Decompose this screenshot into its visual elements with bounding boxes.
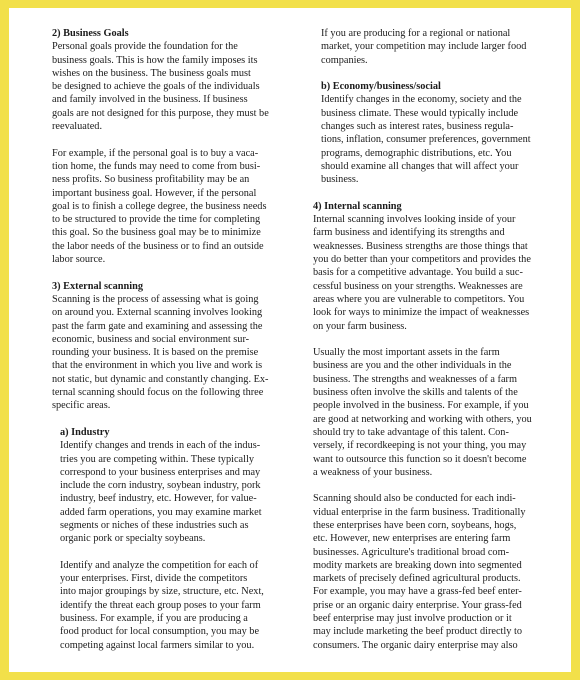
text-line: segments or niches of these industries such as <box>60 519 249 531</box>
text-line: business goals. This is how the family imposes its <box>52 54 258 66</box>
text-line: programs, demographic distributions, etc. You <box>321 147 512 159</box>
text-line: Internal scanning involves looking inside of your <box>313 214 516 226</box>
text-line: beef enterprise may just involve production or it <box>313 613 512 625</box>
text-line: businesses. Agriculture's traditional broad com- <box>313 546 510 558</box>
text-line: industry, beef industry, etc. However, for value- <box>60 493 257 505</box>
text-line: the labor needs of the business or to find an outside <box>52 240 264 252</box>
text-line: ternal scanning should focus on the following three <box>52 387 264 399</box>
text-line: goals are not designed for this purpose, they must be <box>52 107 269 119</box>
text-line: For example, you may have a grass-fed beef enter- <box>313 586 522 598</box>
text-line: tries you are competing within. These typically <box>60 453 254 465</box>
text-line: business. The strengths and weaknesses of a farm <box>313 373 517 385</box>
text-line: Scanning should also be conducted for each indi- <box>313 493 516 505</box>
text-line: Scanning is the process of assessing what is going <box>52 293 259 305</box>
text-line: want to outsource this function so it doesn't become <box>313 453 527 465</box>
text-line: areas where you are vulnerable to competitors. You <box>313 293 525 305</box>
text-line: prise or an organic dairy enterprise. Your grass-fed <box>313 599 522 611</box>
paragraph <box>52 439 284 545</box>
paragraph <box>52 40 284 133</box>
text-line: For example, if the personal goal is to buy a vaca- <box>52 147 259 159</box>
paragraph <box>52 147 284 267</box>
section-heading: 2) Business Goals <box>52 28 129 39</box>
text-line: correspond to your business enterprises and may <box>60 466 261 478</box>
text-line: market, your competition may include larger food <box>321 41 527 53</box>
text-line: rounding your business. It is based on the premise <box>52 347 259 359</box>
text-line: a weakness of your business. <box>313 466 433 478</box>
text-line: specific areas. <box>52 400 111 412</box>
paragraph <box>313 27 545 67</box>
paragraph-gap <box>313 187 545 200</box>
text-line: etc. However, new enterprises are entering farm <box>313 533 511 545</box>
paragraph-gap <box>313 479 545 492</box>
section-heading: 4) Internal scanning <box>313 200 402 212</box>
text-line: be designed to achieve the goals of the individuals <box>52 81 260 93</box>
text-line: not static, but dynamic and constantly changing. Ex- <box>52 373 269 385</box>
text-line: labor source. <box>52 254 106 266</box>
left-column <box>52 27 284 652</box>
text-line: markets of precisely defined agricultural products. <box>313 573 521 585</box>
paragraph-gap <box>52 546 284 559</box>
section-heading: 3) External scanning <box>52 280 143 292</box>
text-line: ness profits. So business profitability may be an <box>52 174 250 186</box>
text-line: Identify changes and trends in each of the indus- <box>60 440 261 452</box>
text-line: tion home, the funds may need to come from busi- <box>52 160 261 172</box>
text-line: vidual enterprise in the farm business. Traditionally <box>313 506 526 518</box>
text-line: may include marketing the beef product directly to <box>313 626 523 638</box>
text-line: people involved in the business. For example, if you <box>313 400 529 412</box>
text-line: farm business and identifying its strengths and <box>313 227 505 239</box>
text-line: economic, business and social environment sur- <box>52 333 250 345</box>
text-line: basis for a competitive advantage. You build a suc- <box>313 267 523 279</box>
paragraph-gap <box>52 413 284 426</box>
text-line: on around you. External scanning involves looking <box>52 307 263 319</box>
text-line: organic pork or specialty soybeans. <box>60 533 206 545</box>
text-line: weaknesses. Business strengths are those things that <box>313 240 528 252</box>
paragraph-gap <box>313 67 545 80</box>
text-line: competing against local farmers similar to you. <box>60 639 255 651</box>
text-line: you do better than your competitors and provides the <box>313 254 531 266</box>
text-line: these enterprises have been corn, soybeans, hogs, <box>313 519 517 531</box>
text-line: added farm operations, you may examine market <box>60 506 262 518</box>
text-line: wishes on the business. The business goals must <box>52 67 251 79</box>
text-line: important business goal. However, if the personal <box>52 187 257 199</box>
text-line: business. For example, if you are producing a <box>60 613 248 625</box>
paragraph <box>313 213 545 333</box>
text-line: modity markets are breaking down into segmented <box>313 559 522 571</box>
section-heading: b) Economy/business/social <box>321 81 441 93</box>
text-line: business climate. These would typically include <box>321 107 519 119</box>
text-line: Usually the most important assets in the farm <box>313 347 500 359</box>
text-line: Identify changes in the economy, society and the <box>321 94 522 106</box>
paragraph <box>52 293 284 413</box>
text-line: versely, if recordkeeping is not your thing, you may <box>313 440 527 452</box>
text-line: into major groupings by size, structure, etc. Next, <box>60 586 264 598</box>
text-line: your enterprises. First, divide the competitors <box>60 573 248 585</box>
text-line: Personal goals provide the foundation for the <box>52 41 238 53</box>
text-line: Identify and analyze the competition for each of <box>60 559 259 571</box>
paragraph <box>313 93 545 186</box>
text-line: food product for local consumption, you may be <box>60 626 260 638</box>
text-line: that the environment in which you live and work is <box>52 360 263 372</box>
paragraph-gap <box>52 266 284 279</box>
right-column <box>313 27 545 652</box>
text-line: tions, inflation, consumer preferences, government <box>321 134 531 146</box>
text-line: past the farm gate and examining and assessing the <box>52 320 263 332</box>
text-line: cessful business on your strengths. Weaknesses are <box>313 280 523 292</box>
paragraph <box>52 559 284 652</box>
text-line: consumers. The organic dairy enterprise may also <box>313 639 518 651</box>
text-line: look for ways to minimize the impact of weaknesses <box>313 307 530 319</box>
text-line: include the corn industry, soybean industry, pork <box>60 480 261 492</box>
text-line: reevaluated. <box>52 121 103 133</box>
text-line: identify the threat each group poses to your farm <box>60 599 261 611</box>
text-line: and family involved in the business. If business <box>52 94 248 106</box>
text-line: on your farm business. <box>313 320 407 332</box>
paragraph-gap <box>313 333 545 346</box>
text-line: changes such as interest rates, business regula- <box>321 121 514 133</box>
text-line: this goal. So the business goal may be to minimize <box>52 227 261 239</box>
text-line: to be structured to provide the time for completing <box>52 214 261 226</box>
text-line: goal is to finish a college degree, the business needs <box>52 200 267 212</box>
paragraph <box>313 346 545 479</box>
paragraph-gap <box>52 133 284 146</box>
document-page <box>9 8 571 672</box>
text-line: business often involve the skills and talents of the <box>313 387 518 399</box>
text-line: should examine all changes that will affect your <box>321 160 519 172</box>
text-line: are good at networking and working with others, you <box>313 413 532 425</box>
text-line: companies. <box>321 54 368 66</box>
text-line: should try to take advantage of this talent. Con- <box>313 426 509 438</box>
text-line: If you are producing for a regional or national <box>321 28 511 39</box>
paragraph <box>313 492 545 652</box>
text-line: business are you and the other individuals in the <box>313 360 512 372</box>
section-heading: a) Industry <box>60 426 110 438</box>
text-line: business. <box>321 174 359 186</box>
